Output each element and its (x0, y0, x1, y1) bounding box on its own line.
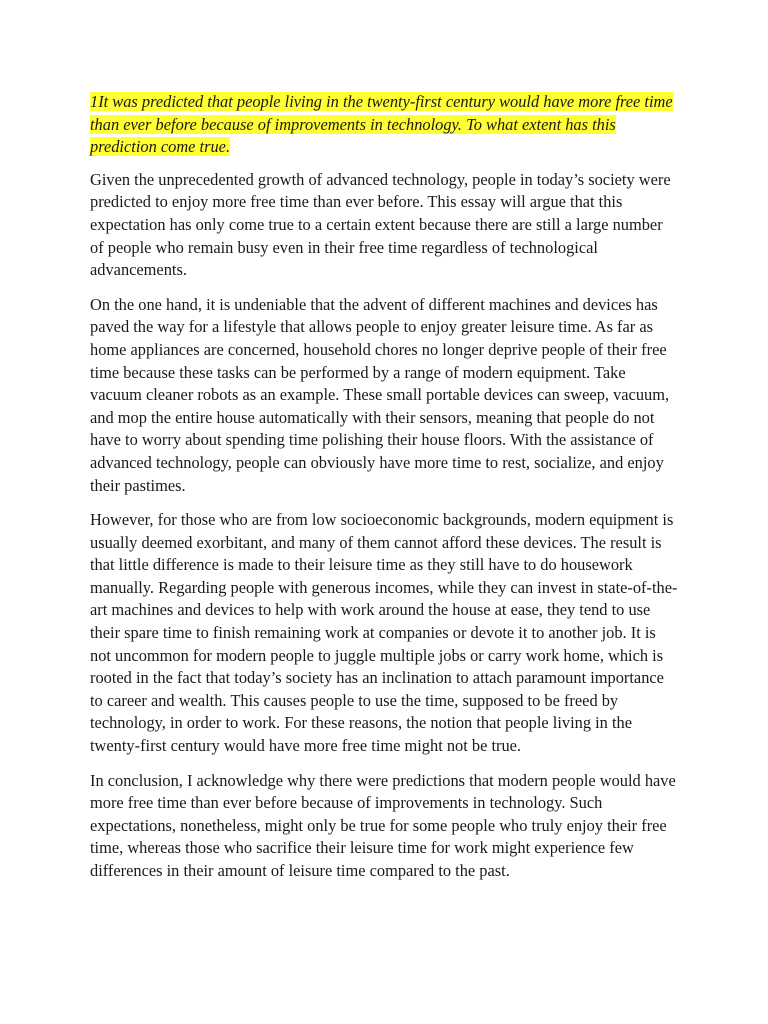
paragraph-conclusion: In conclusion, I acknowledge why there were predictions that modern people would have more free time than ever before because of improvements in technology. Such expectations, nonetheless, might only be true for some people who truly enjoy their free time, whereas those who sacrifice their leisure time for work might experience few differences in their amount of leisure time compared to the past. (90, 770, 676, 880)
essay-prompt (90, 91, 678, 159)
paragraph-body-one: On the one hand, it is undeniable that the advent of different machines and devices has paved the way for a lifestyle that allows people to enjoy greater leisure time. As far as home appliances are concerned, household chores no longer deprive people of their free time because these tasks can be performed by a range of modern equipment. Take vacuum cleaner robots as an example. These small portable devices can sweep, vacuum, and mop the entire house automatically with their sensors, meaning that people do not have to worry about spending time polishing their house floors. With the assistance of advanced technology, people can obviously have more time to rest, socialize, and enjoy their pastimes. (90, 294, 670, 495)
paragraph-introduction: Given the unprecedented growth of advanced technology, people in today’s society were predicted to enjoy more free time than ever before. This essay will argue that this expectation has only come true to a certain extent because there are still a large number of people who remain busy even in their free time regardless of technological advancements. (90, 169, 671, 280)
highlighted-prompt-text: 1It was predicted that people living in the twenty-first century would have more free time than ever before because of improvements in technology. To what extent has this prediction come true. (90, 92, 673, 157)
paragraph-body-two: However, for those who are from low socioeconomic backgrounds, modern equipment is usually deemed exorbitant, and many of them cannot afford these devices. The result is that little difference is made to their leisure time as they still have to do housework manually. Regarding people with generous incomes, while they can invest in state-of-the-art machines and devices to help with work around the house at ease, they tend to use their spare time to finish remaining work at companies or devote it to another job. It is not uncommon for modern people to juggle multiple jobs or carry work home, which is rooted in the fact that today’s society has an inclination to attach paramount importance to career and wealth. This causes people to use the time, supposed to be freed by technology, in order to work. For these reasons, the notion that people living in the twenty-first century would have more free time might not be true. (90, 510, 678, 756)
